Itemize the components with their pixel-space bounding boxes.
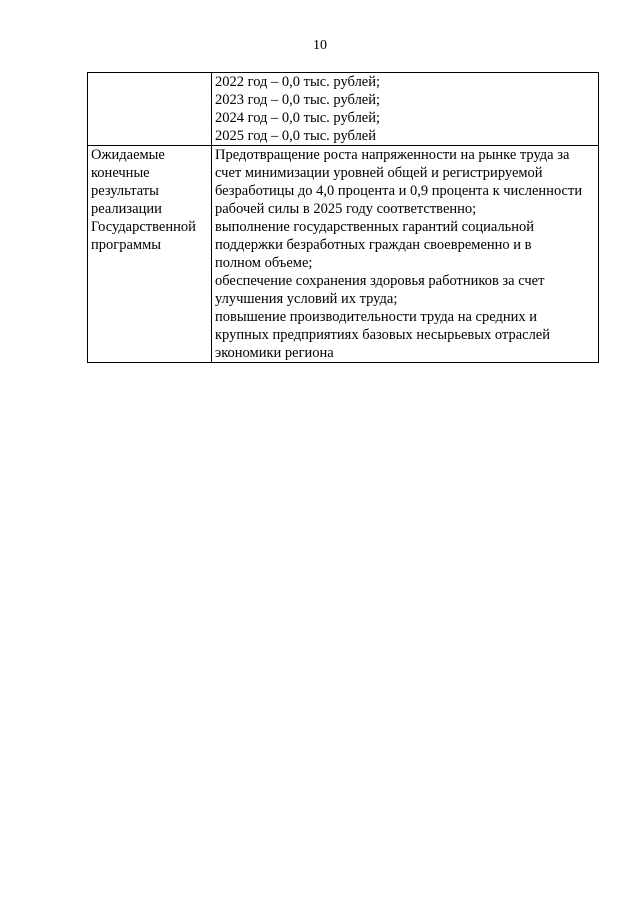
label-cell-expected-results [88, 146, 212, 363]
label-line: Государственной [91, 219, 196, 235]
label-line: конечные [91, 165, 150, 181]
result-text-line: рабочей силы в 2025 году соответственно; [215, 201, 477, 217]
table-row-expected-results [88, 146, 599, 363]
funding-line-2022: 2022 год – 0,0 тыс. рублей; [215, 74, 381, 90]
result-text-line: счет минимизации уровней общей и регистрируемой [215, 165, 543, 181]
result-text-line: экономики региона [215, 345, 334, 361]
result-text-line: улучшения условий их труда; [215, 291, 398, 307]
program-passport-table [87, 72, 599, 363]
page-number: 10 [313, 38, 327, 53]
result-text-line: крупных предприятиях базовых несырьевых отраслей [215, 327, 550, 343]
funding-line-2025: 2025 год – 0,0 тыс. рублей [215, 128, 377, 144]
result-text-line: поддержки безработных граждан своевременно и в [215, 237, 532, 253]
result-text-line: повышение производительности труда на средних и [215, 309, 538, 325]
value-cell-expected-results [212, 146, 599, 363]
label-cell-empty [88, 73, 212, 146]
result-text-line: Предотвращение роста напряженности на рынке труда за [215, 147, 570, 163]
funding-line-2023: 2023 год – 0,0 тыс. рублей; [215, 92, 381, 108]
result-text-line: безработицы до 4,0 процента и 0,9 процента к численности [215, 183, 583, 199]
table-row-funding-by-year [88, 73, 599, 146]
result-text-line: выполнение государственных гарантий социальной [215, 219, 535, 235]
label-line: Ожидаемые [91, 147, 165, 163]
label-line: результаты [91, 183, 159, 199]
result-text-line: обеспечение сохранения здоровья работников за счет [215, 273, 545, 289]
funding-line-2024: 2024 год – 0,0 тыс. рублей; [215, 110, 381, 126]
label-line: реализации [91, 201, 162, 217]
result-text-line: полном объеме; [215, 255, 313, 271]
label-line: программы [91, 237, 161, 253]
value-cell-funding-by-year [212, 73, 599, 146]
